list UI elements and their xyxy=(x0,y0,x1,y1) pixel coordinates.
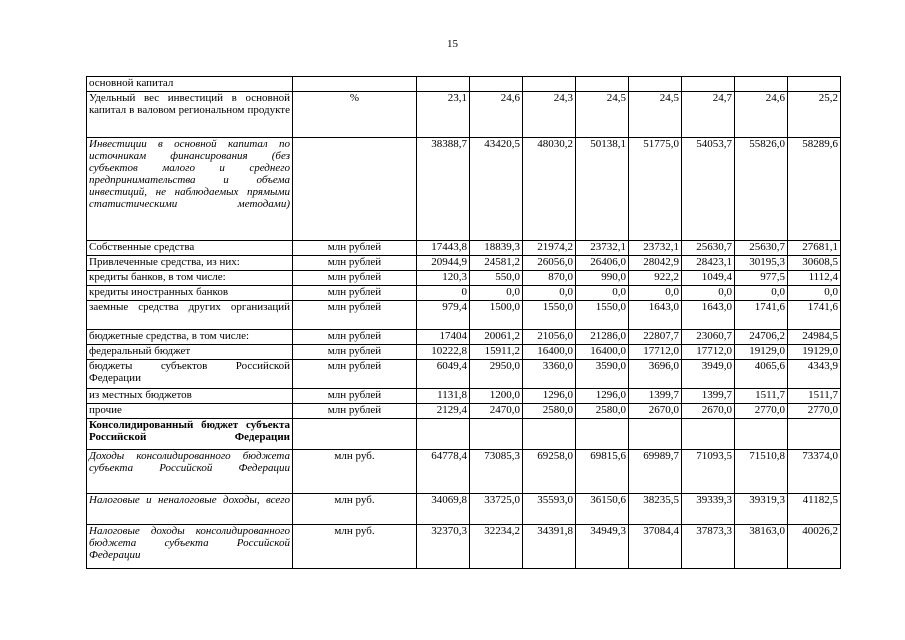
row-unit: млн рублей xyxy=(293,330,417,345)
value-cell: 35593,0 xyxy=(523,494,576,525)
value-cell: 32370,3 xyxy=(417,525,470,569)
value-cell: 1511,7 xyxy=(735,389,788,404)
row-label: федеральный бюджет xyxy=(87,345,293,360)
row-unit: млн рублей xyxy=(293,389,417,404)
table-row xyxy=(87,404,841,419)
value-cell: 38388,7 xyxy=(417,138,470,241)
value-cell: 2670,0 xyxy=(682,404,735,419)
value-cell xyxy=(576,77,629,92)
value-cell: 73374,0 xyxy=(788,450,841,494)
value-cell: 3590,0 xyxy=(576,360,629,389)
value-cell: 1500,0 xyxy=(470,301,523,330)
row-label: Консолидированный бюджет субъекта Российской Федерации xyxy=(87,419,293,450)
row-unit: млн рублей xyxy=(293,241,417,256)
value-cell: 3696,0 xyxy=(629,360,682,389)
value-cell: 54053,7 xyxy=(682,138,735,241)
value-cell xyxy=(629,419,682,450)
value-cell: 2580,0 xyxy=(576,404,629,419)
value-cell: 1511,7 xyxy=(788,389,841,404)
value-cell: 28042,9 xyxy=(629,256,682,271)
table-row xyxy=(87,525,841,569)
table-row xyxy=(87,271,841,286)
value-cell: 21286,0 xyxy=(576,330,629,345)
value-cell: 34949,3 xyxy=(576,525,629,569)
value-cell: 24,5 xyxy=(576,92,629,138)
row-label: Налоговые и неналоговые доходы, всего xyxy=(87,494,293,525)
value-cell: 71510,8 xyxy=(735,450,788,494)
value-cell: 1643,0 xyxy=(629,301,682,330)
value-cell: 2129,4 xyxy=(417,404,470,419)
value-cell xyxy=(682,77,735,92)
value-cell xyxy=(523,77,576,92)
value-cell xyxy=(788,77,841,92)
value-cell: 2950,0 xyxy=(470,360,523,389)
value-cell: 1200,0 xyxy=(470,389,523,404)
value-cell: 0,0 xyxy=(576,286,629,301)
value-cell: 23732,1 xyxy=(576,241,629,256)
value-cell: 38235,5 xyxy=(629,494,682,525)
row-unit: млн рублей xyxy=(293,404,417,419)
value-cell: 33725,0 xyxy=(470,494,523,525)
value-cell: 55826,0 xyxy=(735,138,788,241)
row-label: Налоговые доходы консолидированного бюджета субъекта Российской Федерации xyxy=(87,525,293,569)
value-cell: 24581,2 xyxy=(470,256,523,271)
row-label: бюджеты субъектов Российской Федерации xyxy=(87,360,293,389)
row-unit: млн рублей xyxy=(293,271,417,286)
value-cell: 25630,7 xyxy=(735,241,788,256)
table-row xyxy=(87,494,841,525)
value-cell: 1550,0 xyxy=(576,301,629,330)
value-cell: 39319,3 xyxy=(735,494,788,525)
row-label: кредиты иностранных банков xyxy=(87,286,293,301)
value-cell: 4343,9 xyxy=(788,360,841,389)
value-cell xyxy=(629,77,682,92)
row-label: из местных бюджетов xyxy=(87,389,293,404)
value-cell xyxy=(735,77,788,92)
value-cell: 41182,5 xyxy=(788,494,841,525)
value-cell xyxy=(735,419,788,450)
value-cell: 24,7 xyxy=(682,92,735,138)
value-cell: 2670,0 xyxy=(629,404,682,419)
value-cell: 0,0 xyxy=(470,286,523,301)
value-cell: 38163,0 xyxy=(735,525,788,569)
row-unit: % xyxy=(293,92,417,138)
value-cell: 1049,4 xyxy=(682,271,735,286)
value-cell: 550,0 xyxy=(470,271,523,286)
value-cell: 0,0 xyxy=(629,286,682,301)
investment-budget-table xyxy=(86,76,841,569)
value-cell: 17443,8 xyxy=(417,241,470,256)
value-cell: 25,2 xyxy=(788,92,841,138)
value-cell: 17404 xyxy=(417,330,470,345)
value-cell: 32234,2 xyxy=(470,525,523,569)
value-cell: 30195,3 xyxy=(735,256,788,271)
value-cell: 19129,0 xyxy=(788,345,841,360)
table-row xyxy=(87,301,841,330)
value-cell: 10222,8 xyxy=(417,345,470,360)
row-unit: млн рублей xyxy=(293,360,417,389)
value-cell: 0,0 xyxy=(788,286,841,301)
value-cell: 0,0 xyxy=(735,286,788,301)
value-cell: 24,6 xyxy=(470,92,523,138)
value-cell: 990,0 xyxy=(576,271,629,286)
value-cell: 25630,7 xyxy=(682,241,735,256)
value-cell: 1131,8 xyxy=(417,389,470,404)
value-cell: 69258,0 xyxy=(523,450,576,494)
value-cell: 23732,1 xyxy=(629,241,682,256)
row-label: прочие xyxy=(87,404,293,419)
value-cell: 18839,3 xyxy=(470,241,523,256)
value-cell: 22807,7 xyxy=(629,330,682,345)
value-cell: 0,0 xyxy=(682,286,735,301)
row-label: Удельный вес инвестиций в основной капитал в валовом региональном продукте xyxy=(87,92,293,138)
value-cell: 21974,2 xyxy=(523,241,576,256)
value-cell: 37873,3 xyxy=(682,525,735,569)
table-row xyxy=(87,241,841,256)
value-cell: 28423,1 xyxy=(682,256,735,271)
value-cell xyxy=(470,77,523,92)
row-label: Привлеченные средства, из них: xyxy=(87,256,293,271)
value-cell: 69989,7 xyxy=(629,450,682,494)
row-unit: млн рублей xyxy=(293,286,417,301)
value-cell: 1296,0 xyxy=(576,389,629,404)
value-cell: 1399,7 xyxy=(682,389,735,404)
value-cell: 977,5 xyxy=(735,271,788,286)
row-unit: млн рублей xyxy=(293,256,417,271)
row-unit: млн руб. xyxy=(293,450,417,494)
value-cell: 1550,0 xyxy=(523,301,576,330)
table-row xyxy=(87,77,841,92)
row-label: Доходы консолидированного бюджета субъекта Российской Федерации xyxy=(87,450,293,494)
value-cell: 0,0 xyxy=(523,286,576,301)
value-cell: 1296,0 xyxy=(523,389,576,404)
table-row xyxy=(87,345,841,360)
row-unit: млн рублей xyxy=(293,345,417,360)
row-label: основной капитал xyxy=(87,77,293,92)
value-cell: 30608,5 xyxy=(788,256,841,271)
page-number: 15 xyxy=(447,38,458,50)
value-cell: 19129,0 xyxy=(735,345,788,360)
value-cell xyxy=(417,419,470,450)
value-cell: 40026,2 xyxy=(788,525,841,569)
value-cell: 64778,4 xyxy=(417,450,470,494)
value-cell: 26406,0 xyxy=(576,256,629,271)
value-cell: 20061,2 xyxy=(470,330,523,345)
value-cell: 34391,8 xyxy=(523,525,576,569)
value-cell: 1112,4 xyxy=(788,271,841,286)
table-row xyxy=(87,92,841,138)
value-cell: 1643,0 xyxy=(682,301,735,330)
row-label: кредиты банков, в том числе: xyxy=(87,271,293,286)
value-cell: 21056,0 xyxy=(523,330,576,345)
value-cell xyxy=(470,419,523,450)
value-cell: 24,6 xyxy=(735,92,788,138)
row-label: заемные средства других организаций xyxy=(87,301,293,330)
value-cell: 26056,0 xyxy=(523,256,576,271)
value-cell: 6049,4 xyxy=(417,360,470,389)
value-cell: 24706,2 xyxy=(735,330,788,345)
value-cell: 58289,6 xyxy=(788,138,841,241)
row-label: Инвестиции в основной капитал по источникам финансирования (без субъектов малого и среднего предпринимательства и объема инвестиций, не наблюдаемых прямыми статистическими методами) xyxy=(87,138,293,241)
table-row xyxy=(87,330,841,345)
value-cell: 23,1 xyxy=(417,92,470,138)
value-cell: 922,2 xyxy=(629,271,682,286)
table-row xyxy=(87,389,841,404)
row-unit: млн рублей xyxy=(293,301,417,330)
value-cell: 24984,5 xyxy=(788,330,841,345)
value-cell: 48030,2 xyxy=(523,138,576,241)
value-cell: 120,3 xyxy=(417,271,470,286)
value-cell: 16400,0 xyxy=(523,345,576,360)
value-cell: 2770,0 xyxy=(788,404,841,419)
value-cell xyxy=(576,419,629,450)
value-cell: 39339,3 xyxy=(682,494,735,525)
value-cell: 4065,6 xyxy=(735,360,788,389)
value-cell xyxy=(417,77,470,92)
row-unit: млн руб. xyxy=(293,525,417,569)
value-cell: 36150,6 xyxy=(576,494,629,525)
value-cell: 69815,6 xyxy=(576,450,629,494)
value-cell: 979,4 xyxy=(417,301,470,330)
value-cell: 73085,3 xyxy=(470,450,523,494)
row-unit xyxy=(293,138,417,241)
value-cell: 43420,5 xyxy=(470,138,523,241)
value-cell: 2470,0 xyxy=(470,404,523,419)
value-cell: 1741,6 xyxy=(788,301,841,330)
value-cell: 1399,7 xyxy=(629,389,682,404)
value-cell: 17712,0 xyxy=(682,345,735,360)
value-cell: 51775,0 xyxy=(629,138,682,241)
value-cell: 17712,0 xyxy=(629,345,682,360)
value-cell: 37084,4 xyxy=(629,525,682,569)
value-cell: 23060,7 xyxy=(682,330,735,345)
row-unit xyxy=(293,77,417,92)
value-cell: 2580,0 xyxy=(523,404,576,419)
value-cell: 0 xyxy=(417,286,470,301)
table-row xyxy=(87,450,841,494)
value-cell: 2770,0 xyxy=(735,404,788,419)
value-cell xyxy=(682,419,735,450)
value-cell xyxy=(788,419,841,450)
row-label: Собственные средства xyxy=(87,241,293,256)
value-cell: 1741,6 xyxy=(735,301,788,330)
row-unit xyxy=(293,419,417,450)
value-cell: 50138,1 xyxy=(576,138,629,241)
value-cell: 870,0 xyxy=(523,271,576,286)
value-cell: 3360,0 xyxy=(523,360,576,389)
table-row xyxy=(87,286,841,301)
table-row xyxy=(87,256,841,271)
table-row xyxy=(87,138,841,241)
value-cell: 16400,0 xyxy=(576,345,629,360)
table-row xyxy=(87,419,841,450)
value-cell: 71093,5 xyxy=(682,450,735,494)
row-label: бюджетные средства, в том числе: xyxy=(87,330,293,345)
value-cell: 15911,2 xyxy=(470,345,523,360)
row-unit: млн руб. xyxy=(293,494,417,525)
value-cell: 3949,0 xyxy=(682,360,735,389)
value-cell: 24,3 xyxy=(523,92,576,138)
value-cell: 27681,1 xyxy=(788,241,841,256)
value-cell xyxy=(523,419,576,450)
value-cell: 34069,8 xyxy=(417,494,470,525)
value-cell: 24,5 xyxy=(629,92,682,138)
table-row xyxy=(87,360,841,389)
value-cell: 20944,9 xyxy=(417,256,470,271)
